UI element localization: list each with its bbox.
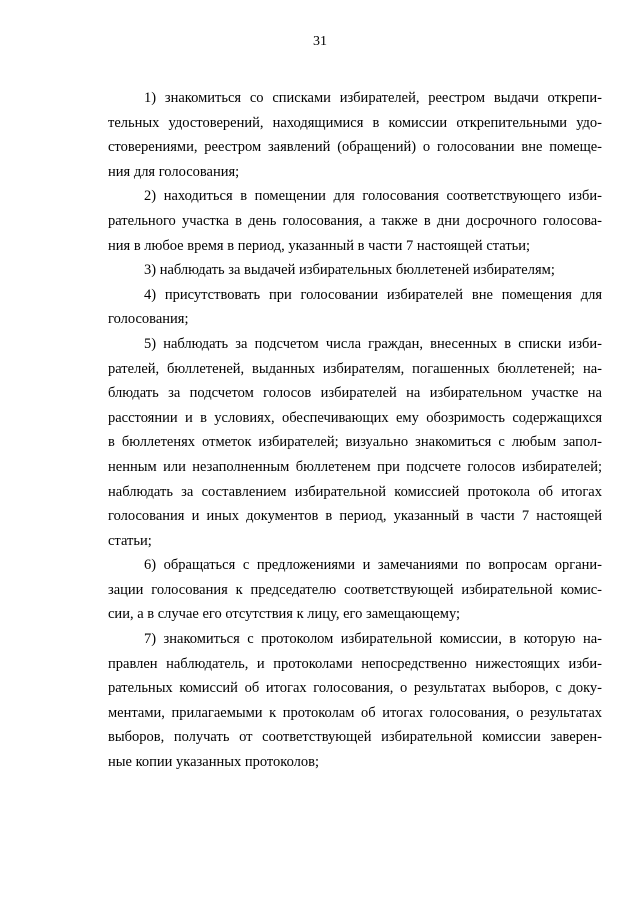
paragraph-line: ные копии указанных протоколов; — [108, 754, 320, 771]
paragraph-line: рательных комиссий об итогах голосования, о результатах выборов, с доку- — [108, 680, 602, 697]
paragraph-line: ненным или незаполненным бюллетенем при подсчете голосов избирателей; — [108, 458, 602, 475]
paragraph-line: наблюдать за составлением избирательной комиссией протокола об итогах — [108, 483, 602, 500]
paragraph-line: стоверениями, реестром заявлений (обращений) о голосовании вне помеще- — [108, 139, 602, 156]
paragraph-line: ния в любое время в период, указанный в части 7 настоящей статьи; — [108, 237, 531, 254]
paragraph-line: ментами, прилагаемыми к протоколам об итогах голосования, о результатах — [108, 704, 602, 721]
paragraph-line: голосования и иных документов в период, указанный в части 7 настоящей — [108, 508, 602, 525]
paragraph-line: выборов, получать от соответствующей избирательной комиссии заверен- — [108, 729, 602, 746]
paragraph-first-line: 3) наблюдать за выдачей избирательных бюллетеней избирателям; — [144, 262, 555, 279]
paragraph-line: в бюллетенях отметок избирателей; визуально знакомиться с любым запол- — [108, 434, 602, 451]
paragraph-line: блюдать за подсчетом голосов избирателей на избирательном участке на — [108, 385, 602, 402]
paragraph-line: правлен наблюдатель, и протоколами непосредственно нижестоящих изби- — [108, 655, 602, 672]
paragraph-line: голосования; — [108, 311, 189, 328]
paragraph-first-line: 4) присутствовать при голосовании избирателей вне помещения для — [144, 286, 602, 303]
paragraph-first-line: 1) знакомиться со списками избирателей, реестром выдачи открепи- — [144, 90, 602, 106]
paragraph-line: статьи; — [108, 532, 152, 549]
paragraph-line: рателей, бюллетеней, выданных избирателям, погашенных бюллетеней; на- — [108, 360, 602, 377]
paragraph-line: тельных удостоверений, находящимися в комиссии открепительными удо- — [108, 114, 602, 131]
paragraph-line: сии, а в случае его отсутствия к лицу, его замещающему; — [108, 606, 461, 623]
paragraph-line: расстоянии и в условиях, обеспечивающих ему обозримость содержащихся — [108, 409, 602, 426]
paragraph-first-line: 7) знакомиться с протоколом избирательной комиссии, в которую на- — [144, 631, 602, 648]
paragraph-line: зации голосования к председателю соответствующей избирательной комис- — [108, 581, 602, 598]
paragraph-first-line: 2) находиться в помещении для голосования соответствующего изби- — [144, 188, 602, 205]
paragraph-line: рательного участка в день голосования, а также в дни досрочного голосова- — [108, 212, 602, 229]
page-number: 31 — [313, 34, 327, 49]
paragraph-first-line: 6) обращаться с предложениями и замечаниями по вопросам органи- — [144, 557, 602, 574]
body-text — [108, 86, 602, 775]
paragraph-line: ния для голосования; — [108, 163, 240, 180]
paragraph-first-line: 5) наблюдать за подсчетом числа граждан, внесенных в списки изби- — [144, 335, 602, 352]
